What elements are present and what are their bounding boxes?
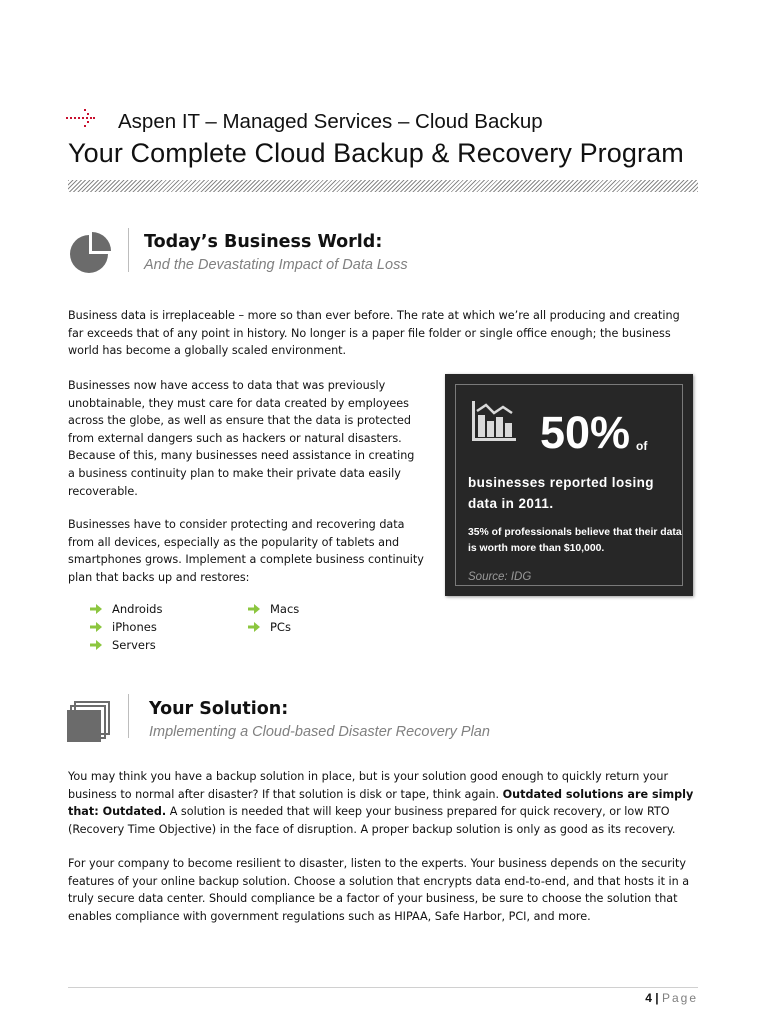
pie-chart-icon [67, 232, 111, 276]
page-footer [645, 991, 698, 1005]
list-item [90, 636, 162, 654]
green-arrow-icon [90, 622, 102, 632]
green-arrow-icon [90, 640, 102, 650]
green-arrow-icon [248, 604, 260, 614]
bullet-label: Servers [112, 638, 156, 652]
statistic-description: businesses reported losing data in 2011. [468, 475, 654, 511]
section-subtitle-cloud-plan: Implementing a Cloud-based Disaster Recovery Plan [149, 724, 490, 740]
page-label: Page [661, 991, 698, 1005]
paragraph-resilience: For your company to become resilient to disaster, listen to the experts. Your business depends on the security features of your online backup solution. Choose a solution that encrypts data end-to-end, and that hosts it in a truly secure data center. Should compliance be a factor of your business, be sure to choose the solution that enables compliance with government regulations such as HIPAA, Safe Harbor, PCI, and more. [68, 857, 690, 923]
page-title: Your Complete Cloud Backup & Recovery Program [68, 138, 684, 168]
list-item [248, 618, 299, 636]
list-item [90, 618, 162, 636]
bullet-label: Macs [270, 602, 300, 616]
paragraph-text: A solution is needed that will keep your business prepared for quick recovery, or low RTO (Recovery Time Objective) in the face of disruption. A proper backup solution is only as good as its recovery. [68, 805, 676, 836]
paragraph-irreplaceable: Business data is irreplaceable – more so than ever before. The rate at which we’re all producing and creating far exceeds that of any point in history. No longer is a paper file folder or single office enough; the business world has become a globally scaled environment. [68, 309, 680, 358]
paragraph-protect-devices: Businesses have to consider protecting and recovering data from all devices, especially as the popularity of tablets and smartphones grows. Implement a complete business continuity plan that backs up and restores: [68, 518, 424, 584]
statistic-percent: 50% [540, 407, 631, 458]
statistic-callout-box [445, 374, 693, 596]
statistic-of-label: of [636, 439, 648, 453]
device-list-left [90, 600, 162, 654]
paragraph-backup-solution [68, 768, 698, 838]
paragraph-emphasis: Outdated solutions are simply that: Outdated. [68, 787, 694, 819]
list-item [248, 600, 299, 618]
list-item [90, 600, 162, 618]
section-subtitle-data-loss: And the Devastating Impact of Data Loss [144, 257, 408, 273]
section-title-business-world: Today’s Business World: [144, 232, 383, 252]
section-title-your-solution: Your Solution: [149, 699, 289, 719]
section-divider-line [128, 694, 129, 738]
statistic-inner-frame [455, 384, 683, 586]
stacked-layers-icon [67, 700, 111, 744]
hatched-divider [68, 180, 698, 192]
bullet-label: PCs [270, 620, 291, 634]
page-number: 4 [645, 991, 652, 1005]
footer-separator: | [655, 991, 659, 1005]
paragraph-access-to-data: Businesses now have access to data that was previously unobtainable, they must care for data created by employees across the globe, as well as ensure that the data is protected from external dangers such as hackers or natural disasters. Because of this, many businesses need assistance in creating a business continuity plan to make their private data easily recoverable. [68, 379, 415, 498]
header-subtitle: Aspen IT – Managed Services – Cloud Backup [118, 110, 543, 133]
paragraph-text: You may think you have a backup solution in place, but is your solution good enough to quickly return your business to normal after disaster? If that solution is disk or tape, think again. [68, 770, 669, 801]
green-arrow-icon [90, 604, 102, 614]
bar-chart-icon [472, 401, 516, 441]
aspen-arrow-logo-icon [66, 108, 98, 128]
statistic-source: Source: IDG [468, 571, 532, 583]
bullet-label: iPhones [112, 620, 157, 634]
green-arrow-icon [248, 622, 260, 632]
device-list-right [248, 600, 299, 636]
section-divider-line [128, 228, 129, 272]
statistic-note: 35% of professionals believe that their data is worth more than $10,000. [468, 527, 682, 554]
footer-rule [68, 987, 698, 988]
bullet-label: Androids [112, 602, 163, 616]
